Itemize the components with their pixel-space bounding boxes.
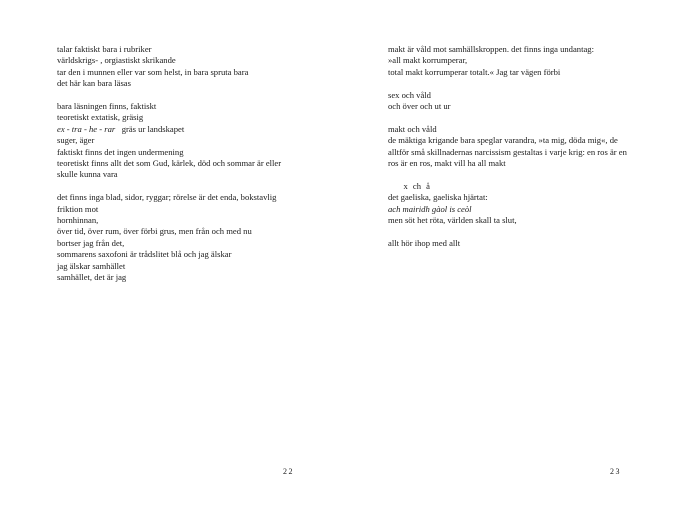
right-page	[350, 0, 700, 525]
text-line: teoretiskt finns allt det som Gud, kärlek, död och sommar är eller	[57, 158, 282, 169]
text-line: men söt het röta, världen skall ta slut,	[388, 215, 517, 226]
text-line: det gaeliska, gaeliska hjärtat:	[388, 192, 488, 203]
text-line: bara läsningen finns, faktiskt	[57, 101, 157, 112]
text-line: talar faktiskt bara i rubriker	[57, 44, 152, 54]
text-line: makt är våld mot samhällskroppen. det finns inga undantag:	[388, 44, 594, 54]
text-line: sommarens saxofoni är trådslitet blå och jag älskar	[57, 249, 232, 260]
text-line: makt och våld	[388, 123, 437, 134]
stanza-gap	[388, 226, 627, 237]
text-line: tar den i munnen eller var som helst, in bara spruta bara	[57, 66, 249, 77]
stanza-gap	[388, 112, 627, 123]
text-line: och över och ut ur	[388, 101, 451, 112]
spaced-text-line	[388, 181, 627, 192]
text-line: skulle kunna vara	[57, 169, 118, 180]
page-number-left: 22	[283, 467, 294, 476]
text-line: det finns inga blad, sidor, ryggar; rörelse är det enda, bokstavlig	[57, 192, 277, 203]
italic-fragment: ex - tra - he - rar	[57, 123, 116, 134]
text-line: allt hör ihop med allt	[388, 237, 461, 248]
italic-text-line: ach mairidh gàol is ceòl	[388, 203, 472, 214]
text-line: över tid, över rum, över förbi grus, men från och med nu	[57, 226, 252, 237]
text-line: alltför små skillnadernas narcissism gestaltas i varje krig: en ros är en	[388, 146, 627, 157]
right-page-text	[388, 44, 627, 249]
text-line: faktiskt finns det ingen undermening	[57, 146, 184, 157]
stanza-gap	[388, 169, 627, 180]
text-line: samhället, det är jag	[57, 272, 127, 283]
stanza-gap	[57, 90, 281, 101]
line-remainder: gräs ur landskapet	[121, 123, 185, 134]
text-line: de mäktiga krigande bara speglar varandra, »ta mig, döda mig«, de	[388, 135, 618, 146]
text-line: friktion mot	[57, 203, 99, 214]
text-line: sex och våld	[388, 89, 431, 100]
left-page-text	[57, 44, 281, 284]
stanza-gap	[57, 181, 281, 192]
text-line: ros är en ros, makt vill ha all makt	[388, 158, 506, 169]
page-number-right: 23	[610, 467, 621, 476]
text-line: suger, äger	[57, 135, 95, 146]
spaced-fragment: x ch å	[403, 180, 430, 191]
text-line: hornhinnan,	[57, 215, 99, 226]
text-line: teoretiskt extatisk, gräsig	[57, 112, 144, 123]
text-line: total makt korrumperar totalt.« Jag tar vägen förbi	[388, 66, 561, 77]
text-line: världskrigs- , orgiastiskt skrikande	[57, 55, 176, 66]
text-line: jag älskar samhället	[57, 260, 126, 271]
text-line: »all makt korrumperar,	[388, 55, 468, 66]
stanza-gap	[388, 78, 627, 89]
italic-text-line	[57, 124, 281, 135]
text-line: det här kan bara läsas	[57, 78, 131, 89]
text-line: bortser jag från det,	[57, 237, 125, 248]
